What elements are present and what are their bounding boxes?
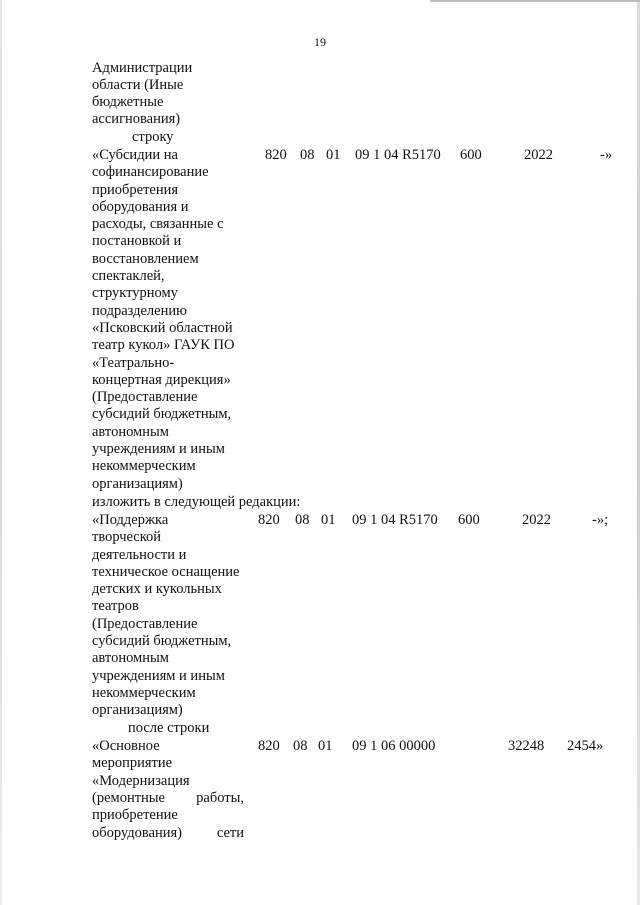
- row2-line: детских и кукольных: [92, 581, 222, 597]
- row3-line-justified: [92, 825, 244, 842]
- heading-izlozhit: изложить в следующей редакции:: [92, 494, 301, 510]
- row2-line: (Предоставление: [92, 616, 198, 632]
- row2-code-target: 09 1 04 R5170: [352, 512, 438, 528]
- row2-code-expense-type: 600: [458, 512, 480, 528]
- row3-amount-change: 2454»: [567, 738, 604, 754]
- row3-line-left: (ремонтные: [92, 790, 165, 806]
- block1-line: бюджетные: [92, 94, 164, 110]
- row3-line: мероприятие: [92, 755, 173, 771]
- row3-line-right: работы,: [196, 790, 244, 806]
- block1-line: области (Иные: [92, 77, 184, 93]
- page-number: 19: [314, 35, 326, 49]
- row1-line: приобретения: [92, 182, 179, 198]
- row2-code-subsection: 01: [321, 512, 336, 528]
- row3-code-section: 08: [293, 738, 308, 754]
- row1-line: постановкой и: [92, 233, 182, 249]
- row1-line: «Театрально-: [92, 355, 175, 371]
- row2-line: автономным: [92, 650, 169, 666]
- block1-line: ассигнования): [92, 111, 181, 127]
- row2-line: театров: [92, 598, 139, 614]
- row1-code-subsection: 01: [326, 147, 341, 163]
- row1-line: организациям): [92, 476, 183, 492]
- heading-posle: после строки: [128, 720, 210, 736]
- row2-line: организациям): [92, 702, 183, 718]
- row1-line: «Субсидии на: [92, 147, 178, 163]
- row2-line: субсидий бюджетным,: [92, 633, 232, 649]
- heading-stroku: строку: [132, 129, 174, 145]
- scan-edge-left: [0, 0, 2, 905]
- row1-code-section: 08: [300, 147, 315, 163]
- row3-code-target: 09 1 06 00000: [352, 738, 436, 754]
- row1-code-ministry: 820: [265, 147, 287, 163]
- row2-line: деятельности и: [92, 547, 187, 563]
- row1-line: расходы, связанные с: [92, 216, 224, 232]
- row3-code-ministry: 820: [258, 738, 280, 754]
- row3-line: «Модернизация: [92, 773, 190, 789]
- row1-amount: 2022: [524, 147, 553, 163]
- row2-code-ministry: 820: [258, 512, 280, 528]
- row1-line: оборудования и: [92, 199, 189, 215]
- row1-code-target: 09 1 04 R5170: [355, 147, 441, 163]
- row1-line: (Предоставление: [92, 389, 198, 405]
- row2-line: некоммерческим: [92, 685, 196, 701]
- row3-line: «Основное: [92, 738, 160, 754]
- row1-line: восстановлением: [92, 251, 199, 267]
- row3-code-subsection: 01: [318, 738, 333, 754]
- row2-code-section: 08: [295, 512, 310, 528]
- row2-amount: 2022: [522, 512, 551, 528]
- row1-code-expense-type: 600: [460, 147, 482, 163]
- row2-line: «Поддержка: [92, 512, 169, 528]
- row1-line: «Псковский областной: [92, 320, 233, 336]
- row2-amount-change: -»;: [592, 512, 609, 528]
- row1-line: театр кукол» ГАУК ПО: [92, 337, 235, 353]
- row1-line: подразделению: [92, 303, 187, 319]
- row3-line: приобретение: [92, 807, 178, 823]
- row1-line: субсидий бюджетным,: [92, 406, 232, 422]
- row1-amount-change: -»: [600, 147, 613, 163]
- row3-amount: 32248: [508, 738, 545, 754]
- scan-edge-top: [430, 0, 640, 2]
- row1-line: софинансирование: [92, 164, 209, 180]
- row3-line-right: сети: [216, 825, 244, 841]
- row2-line: учреждениям и иным: [92, 668, 225, 684]
- row3-line-justified: [92, 790, 244, 807]
- row1-line: спектаклей,: [92, 268, 165, 284]
- row3-line-left: оборудования): [92, 825, 183, 841]
- row1-line: автономным: [92, 424, 169, 440]
- row1-line: концертная дирекция»: [92, 372, 231, 388]
- row1-line: структурному: [92, 285, 178, 301]
- row2-line: творческой: [92, 529, 162, 545]
- row1-line: некоммерческим: [92, 458, 196, 474]
- row1-line: учреждениям и иным: [92, 441, 225, 457]
- block1-line: Администрации: [92, 60, 193, 76]
- row2-line: техническое оснащение: [92, 564, 240, 580]
